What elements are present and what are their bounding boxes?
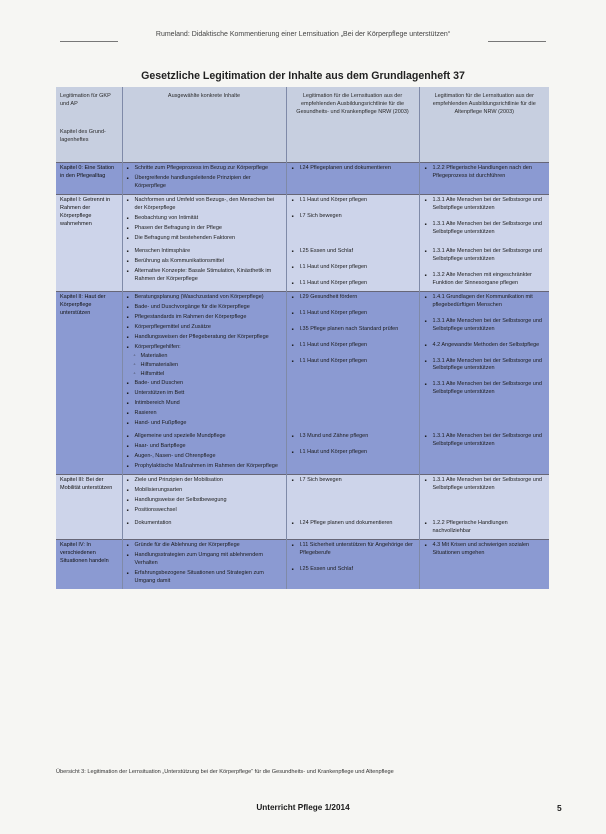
content-cell [122,475,286,518]
reference-item [424,520,546,536]
bullet-icon: ▪ [126,508,129,514]
bullet-icon: ▪ [126,464,129,471]
content-item-text: Phasen der Befragung in der Pflege [134,224,222,231]
table-caption: Übersicht 3: Legitimation der Lernsituation „Unterstützung bei der Körperpflege“ für die Gesundheits- und Krankenpflege und Altenpflege [56,769,394,775]
chapter-cell [56,431,122,474]
content-item-text: Handlungsweisen der Pflegeberatung der Körperpflege [134,333,269,340]
sub-bullet-icon: ◦ [133,362,136,369]
bullet-icon: ▪ [126,314,129,321]
bullet-icon: ▪ [126,570,129,577]
content-item-text: Übergreifende handlungsleitende Prinzipien der Körperpflege [134,174,251,189]
bullet-icon: ▪ [291,197,294,204]
content-item [127,344,282,352]
content-item [127,334,282,342]
bullet-icon: ▪ [126,294,129,301]
reference-text: I.1 Haut und Körper pflegen [299,196,368,203]
reference-item [424,542,546,558]
reference-item [424,248,546,264]
content-subitem [127,371,282,379]
page-number: 5 [557,803,562,813]
content-item [127,453,282,461]
reference-text: 1.3.1 Alte Menschen bei der Selbstsorge und Selbstpflege unterstützen [432,357,542,372]
content-subitem-text: Materialien [140,353,168,360]
content-item-text: Menschen Intimsphäre [134,247,191,254]
ap-reference-cell [419,518,549,539]
bullet-icon: ▪ [126,344,129,351]
content-item [127,235,282,243]
content-item [127,258,282,266]
ap-reference-cell [419,291,549,431]
running-head: Rumeland: Didaktische Kommentierung einer Lernsituation „Bei der Körperpflege unterstützen“ [155,31,451,38]
reference-text: I.29 Gesundheit fördern [299,293,358,300]
content-item [127,380,282,388]
chapter-label: Kapitel IV: In verschiedenen Situationen handeln [60,541,109,564]
content-item-text: Pflegestandards im Rahmen der Körperpflege [134,313,247,320]
bullet-icon: ▪ [424,294,427,301]
bullet-icon: ▪ [424,382,427,389]
reference-item [424,433,546,449]
bullet-icon: ▪ [126,225,129,232]
reference-item [291,542,415,558]
content-item-text: Bade- und Duschen [134,380,184,387]
reference-item [291,213,415,221]
gkp-reference-cell [286,518,419,539]
bullet-icon: ▪ [126,444,129,451]
bullet-icon: ▪ [126,334,129,341]
content-cell [122,539,286,588]
content-item-text: Nachformen und Umfeld von Bezugs-, den Menschen bei der Körperpflege [134,196,275,211]
bullet-icon: ▪ [291,478,294,485]
bullet-icon: ▪ [126,324,129,331]
bullet-icon: ▪ [126,391,129,398]
reference-text: 1.2.2 Pflegerische Handlungen nach den Pflegeprozess ist durchführen [432,165,532,179]
chapter-cell [56,475,122,518]
header-rule-left [60,41,118,42]
content-item-text: Handlungsstrategien zum Umgang mit ablehnendem Verhalten [134,551,263,566]
bullet-icon: ▪ [126,268,129,275]
reference-text: 1.3.2 Alte Menschen mit eingeschränkter Funktion der Sinnesorgane pflegen [432,271,532,286]
table-row [56,246,549,291]
gkp-reference-cell [286,163,419,195]
content-item [127,175,282,191]
content-item [127,477,282,485]
reference-text: I.7 Sich bewegen [299,212,342,219]
bullet-icon: ▪ [291,294,294,301]
content-item [127,420,282,428]
bullet-icon: ▪ [424,197,427,204]
bullet-icon: ▪ [126,258,129,265]
content-item-text: Schritte zum Pflegeprozess im Bezug zur Körperpflege [134,165,269,171]
reference-item [424,358,546,374]
column-header-legitimation: Legitimation für GKP und AP [60,93,111,107]
table-row [56,291,549,431]
ap-reference-cell [419,539,549,588]
bullet-icon: ▪ [424,342,427,349]
content-item-text: Positionswechsel [134,507,177,513]
content-item [127,215,282,223]
bullet-icon: ▪ [126,552,129,559]
bullet-icon: ▪ [424,272,427,279]
bullet-icon: ▪ [126,381,129,388]
column-header-gkp: Legitimation für die Lernsituation aus der empfehlenden Ausbildungsrichtlinie für die Gesundheits- und Krankenpflege NRW (2003) [286,87,419,163]
reference-item [424,294,546,310]
column-header-kapitel: Kapitel des Grund-lagenheftes [60,128,106,143]
reference-text: 1.3.1 Alte Menschen bei der Selbstsorge und Selbstpflege unterstützen [432,381,542,396]
table-row [56,539,549,588]
content-item [127,165,282,173]
reference-text: I.3 Mund und Zähne pflegen [299,433,369,440]
table-header-row [56,87,549,163]
bullet-icon: ▪ [424,221,427,228]
reference-text: I.35 Pflege planen nach Standard prüfen [299,325,399,332]
table-row [56,431,549,474]
bullet-icon: ▪ [126,197,129,204]
reference-text: I.1 Haut und Körper pflegen [299,357,368,364]
reference-text: I.11 Sicherheit unterstützen für Angehörige der Pflegeberufe [299,541,413,556]
content-item [127,304,282,312]
reference-text: 1.3.1 Alte Menschen bei der Selbstsorge und Selbstpflege unterstützen [432,317,542,332]
content-item-text: Gründe für die Ablehnung der Körperpflege [134,541,240,548]
chapter-cell [56,163,122,195]
reference-item [424,318,546,334]
column-header-ap: Legitimation für die Lernsituation aus der empfehlenden Ausbildungsrichtlinie für die Altenpflege NRW (2003) [419,87,549,163]
bullet-icon: ▪ [291,542,294,549]
reference-item [291,477,415,485]
content-subitem [127,362,282,370]
bullet-icon: ▪ [424,358,427,365]
chapter-label: Kapitel I: Getrennt in Rahmen der Körperpflege wahrnehmen [60,196,111,227]
gkp-reference-cell [286,431,419,474]
content-item [127,197,282,213]
gkp-reference-cell [286,194,419,245]
bullet-icon: ▪ [291,450,294,457]
reference-item [291,342,415,350]
header-rule-right [488,41,546,42]
content-item-text: Berührung als Kommunikationsmittel [134,257,225,264]
chapter-cell [56,194,122,245]
content-cell [122,163,286,195]
content-item [127,268,282,284]
bullet-icon: ▪ [291,520,294,527]
bullet-icon: ▪ [291,310,294,317]
reference-item [291,326,415,334]
content-item [127,400,282,408]
reference-text: 1.3.1 Alte Menschen bei der Selbstsorge und Selbstpflege unterstützen [432,477,542,492]
bullet-icon: ▪ [126,498,129,505]
bullet-icon: ▪ [126,248,129,255]
content-item-text: Dokumentation [134,519,172,526]
bullet-icon: ▪ [126,304,129,311]
reference-text: I.24 Pflegeplanen und dokumentieren [299,165,391,171]
content-item-text: Körperpflegemittel und Zusätze [134,323,211,330]
bullet-icon: ▪ [291,358,294,365]
gkp-reference-cell [286,291,419,431]
reference-item [291,165,415,173]
content-item-text: Haar- und Bartpflege [134,443,186,450]
bullet-icon: ▪ [291,248,294,255]
content-item-text: Hand- und Fußpflege [134,420,187,427]
bullet-icon: ▪ [424,248,427,255]
bullet-icon: ▪ [291,213,294,220]
reference-item [291,520,415,528]
gkp-reference-cell [286,539,419,588]
bullet-icon: ▪ [126,434,129,441]
reference-text: 1.3.1 Alte Menschen bei der Selbstsorge und Selbstpflege unterstützen [432,247,542,262]
reference-text: I.1 Haut und Körper pflegen [299,449,368,456]
table-row [56,163,549,195]
content-item-text: Intimbereich Mund [134,400,180,407]
reference-text: I.25 Essen und Schlaf [299,565,354,572]
content-item-text: Rasieren [134,410,157,417]
content-item-text: Körperpflegehilfen: [134,343,181,350]
reference-item [291,310,415,318]
content-item [127,294,282,302]
reference-text: 1.3.1 Alte Menschen bei der Selbstsorge und Selbstpflege unterstützen [432,433,542,448]
content-cell [122,291,286,431]
content-item-text: Handlungsweise der Selbstbewegung [134,497,227,504]
chapter-label: Kapitel III: Bei der Mobilität unterstützen [60,477,113,492]
chapter-cell [56,539,122,588]
chapter-label: Kapitel II: Haut der Körperpflege unterstützen [60,293,106,316]
reference-item [291,449,415,457]
page-title: Gesetzliche Legitimation der Inhalte aus dem Grundlagenheft 37 [141,70,465,82]
bullet-icon: ▪ [126,166,129,172]
content-item [127,497,282,505]
sub-bullet-icon: ◦ [133,371,136,378]
content-item-text: Beobachtung von Intimität [134,214,199,221]
reference-item [424,381,546,397]
content-item [127,225,282,233]
table-row [56,475,549,518]
content-item [127,552,282,568]
bullet-icon: ▪ [291,434,294,441]
bullet-icon: ▪ [126,421,129,428]
bullet-icon: ▪ [291,264,294,271]
chapter-cell [56,246,122,291]
bullet-icon: ▪ [126,478,129,485]
reference-item [291,248,415,256]
content-cell [122,246,286,291]
content-cell [122,194,286,245]
ap-reference-cell [419,475,549,518]
bullet-icon: ▪ [126,454,129,461]
reference-item [424,221,546,237]
reference-text: 4.3 Mit Krisen und schwierigen sozialen Situationen umgehen [432,541,530,556]
content-item-text: Augen-, Nasen- und Ohrenpflege [134,453,216,460]
reference-text: 4.2 Angewandte Methoden der Selbstpflege [432,341,540,348]
bullet-icon: ▪ [126,520,129,527]
bullet-icon: ▪ [291,166,294,172]
content-item [127,443,282,451]
reference-text: I.1 Haut und Körper pflegen [299,279,368,286]
bullet-icon: ▪ [291,280,294,287]
content-subitem-text: Hilfsmaterialien [140,362,179,369]
bullet-icon: ▪ [126,542,129,549]
legitimation-table [56,87,549,589]
gkp-reference-cell [286,475,419,518]
reference-item [424,477,546,493]
bullet-icon: ▪ [424,166,427,172]
content-item-text: Bade- und Duschvorgänge für die Körperpflege [134,303,250,310]
gkp-reference-cell [286,246,419,291]
content-item-text: Die Befragung mit bestehenden Faktoren [134,234,236,241]
reference-item [424,197,546,213]
content-item [127,570,282,586]
reference-item [291,358,415,366]
table-row [56,518,549,539]
content-item [127,507,282,515]
bullet-icon: ▪ [126,488,129,495]
reference-text: I.1 Haut und Körper pflegen [299,341,368,348]
bullet-icon: ▪ [291,342,294,349]
chapter-cell [56,518,122,539]
reference-item [291,294,415,302]
content-subitem [127,353,282,361]
bullet-icon: ▪ [291,326,294,333]
column-header-inhalte: Ausgewählte konkrete Inhalte [122,87,286,163]
content-item-text: Unterstützen im Bett [134,390,185,397]
reference-text: 1.2.2 Pflegerische Handlungen nachvollziehbar [432,519,508,534]
ap-reference-cell [419,431,549,474]
reference-text: I.1 Haut und Körper pflegen [299,263,368,270]
content-item [127,248,282,256]
reference-text: I.25 Essen und Schlaf [299,247,354,254]
footer-journal: Unterricht Pflege 1/2014 [256,803,350,812]
content-item [127,487,282,495]
content-item-text: Ziele und Prinzipien der Mobilisation [134,477,223,484]
content-item-text: Mobilisierungsarten [134,487,183,494]
content-item [127,324,282,332]
content-cell [122,518,286,539]
content-item-text: Beratungsplanung (Waschzustand von Körperpflege) [134,293,264,300]
reference-text: I.1 Haut und Körper pflegen [299,309,368,316]
content-item-text: Erfahrungsbezogene Situationen und Strategien zum Umgang damit [134,569,264,584]
bullet-icon: ▪ [126,215,129,222]
content-item [127,542,282,550]
content-item [127,520,282,528]
content-item [127,390,282,398]
chapter-cell [56,291,122,431]
chapter-label: Kapitel 0: Eine Station in den Pflegealltag [60,165,115,179]
ap-reference-cell [419,246,549,291]
bullet-icon: ▪ [424,478,427,485]
reference-text: 1.3.1 Alte Menschen bei der Selbstsorge und Selbstpflege unterstützen [432,196,542,211]
column-header-chapter [56,87,122,163]
bullet-icon: ▪ [291,566,294,573]
reference-item [291,433,415,441]
reference-text: 1.3.1 Alte Menschen bei der Selbstsorge und Selbstpflege unterstützen [432,220,542,235]
content-item-text: Allgemeine und spezielle Mundpflege [134,433,226,440]
reference-text: 1.4.1 Grundlagen der Kommunikation mit pflegebedürftigen Menschen [432,293,533,308]
reference-item [291,566,415,574]
sub-bullet-icon: ◦ [133,353,136,360]
bullet-icon: ▪ [126,175,129,182]
content-item [127,463,282,471]
bullet-icon: ▪ [126,235,129,242]
bullet-icon: ▪ [424,520,427,527]
reference-item [291,280,415,288]
bullet-icon: ▪ [126,401,129,408]
reference-item [291,197,415,205]
content-item-text: Prophylaktische Maßnahmen im Rahmen der Körperpflege [134,463,278,470]
content-item-text: Alternative Konzepte: Basale Stimulation, Kinästhetik im Rahmen der Körperpflege [134,267,272,282]
reference-item [424,165,546,181]
content-subitem-text: Hilfsmittel [140,371,165,378]
bullet-icon: ▪ [126,411,129,418]
bullet-icon: ▪ [424,542,427,549]
table-body [56,163,549,589]
content-item [127,433,282,441]
reference-item [424,272,546,288]
bullet-icon: ▪ [424,318,427,325]
reference-item [424,342,546,350]
content-cell [122,431,286,474]
reference-item [291,264,415,272]
ap-reference-cell [419,194,549,245]
content-item [127,314,282,322]
bullet-icon: ▪ [424,434,427,441]
reference-text: I.24 Pflege planen und dokumentieren [299,519,393,526]
content-item [127,410,282,418]
table-row [56,194,549,245]
ap-reference-cell [419,163,549,195]
reference-text: I.7 Sich bewegen [299,477,342,484]
